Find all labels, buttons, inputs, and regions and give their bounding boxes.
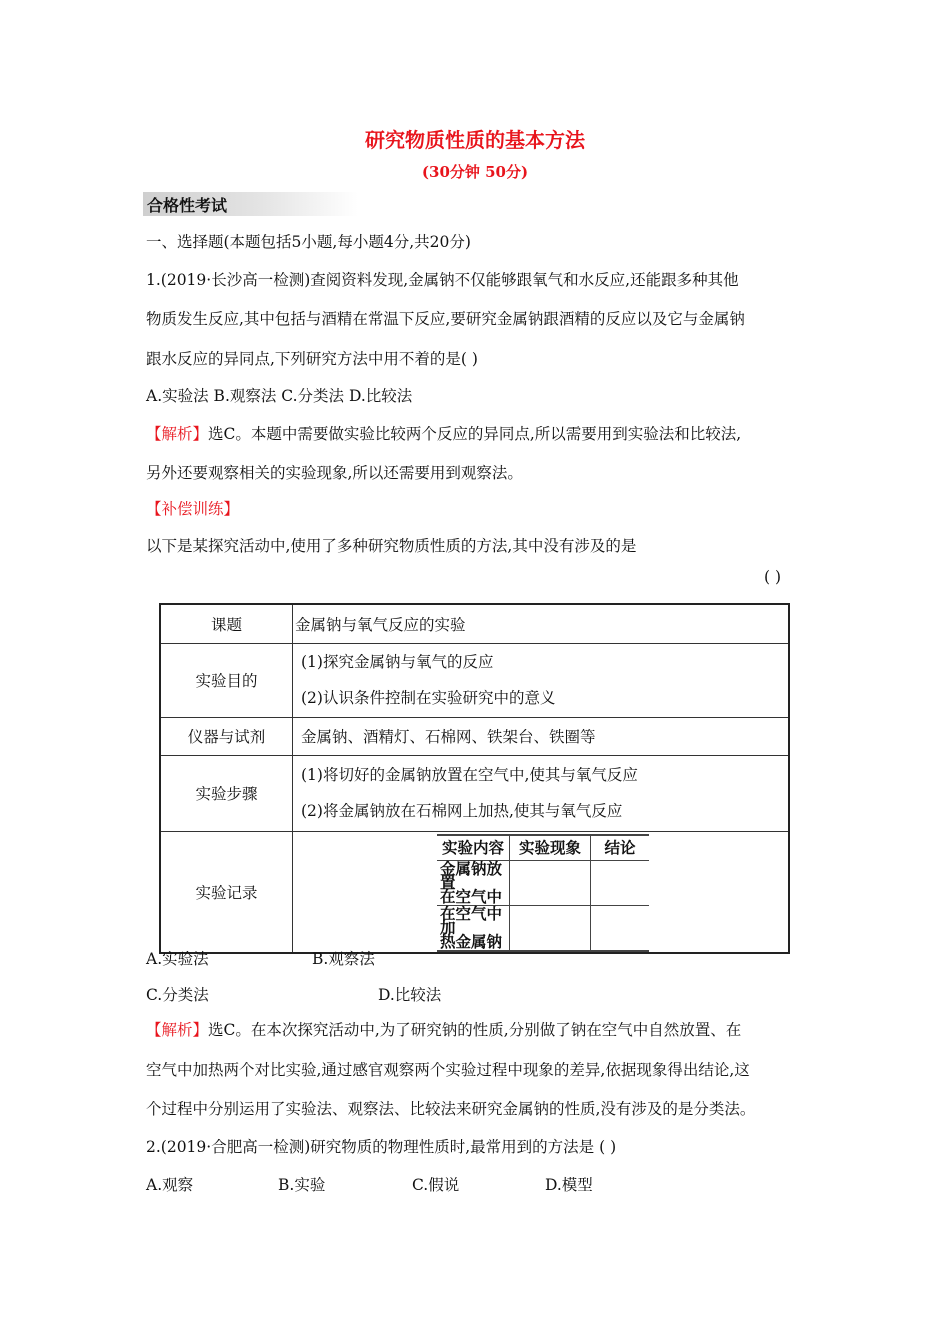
steps-cell	[293, 755, 790, 831]
analysis-text: 选C。在本次探究活动中,为了研究钠的性质,分别做了钠在空气中自然放置、在	[208, 1021, 742, 1039]
sup-option-b: B.观察法	[312, 950, 375, 968]
q1-line-3: 跟水反应的异同点,下列研究方法中用不着的是( )	[146, 350, 478, 368]
q1-analysis-line-2: 另外还要观察相关的实验现象,所以还需要用到观察法。	[146, 464, 523, 482]
table-row	[160, 717, 789, 755]
record-label: 实验记录	[160, 831, 293, 953]
q2-question: 2.(2019·合肥高一检测)研究物质的物理性质时,最常用到的方法是 ( )	[146, 1138, 617, 1156]
sup-option-c: C.分类法	[146, 986, 209, 1004]
record-header-row	[437, 835, 649, 861]
record-row	[437, 860, 649, 905]
purpose-cell	[293, 643, 790, 717]
sup-analysis-line-2: 空气中加热两个对比实验,通过感官观察两个实验过程中现象的差异,依据现象得出结论,这	[146, 1061, 750, 1079]
page-title: 研究物质性质的基本方法	[365, 128, 585, 152]
topic-value: 金属钠与氧气反应的实验	[293, 604, 790, 643]
supplement-tag: 【补偿训练】	[146, 500, 240, 518]
record-cell-content: 金属钠放置 在空气中	[437, 860, 510, 905]
record-cell-phenomenon	[510, 905, 591, 951]
q1-analysis-line-1	[146, 422, 741, 444]
table-row	[160, 643, 789, 717]
equipment-label: 仪器与试剂	[160, 717, 293, 755]
q2-option-d: D.模型	[545, 1176, 593, 1194]
sup-answer-paren: ( )	[764, 568, 782, 586]
sup-analysis-line-3: 个过程中分别运用了实验法、观察法、比较法来研究金属钠的性质,没有涉及的是分类法。	[146, 1100, 756, 1118]
experiment-table	[159, 603, 790, 954]
q1-options: A.实验法 B.观察法 C.分类法 D.比较法	[146, 387, 413, 405]
steps-line-1: (1)将切好的金属钠放置在空气中,使其与氧气反应	[301, 766, 638, 784]
record-header: 实验现象	[510, 835, 591, 861]
purpose-line-1: (1)探究金属钠与氧气的反应	[301, 653, 494, 671]
sup-option-d: D.比较法	[378, 986, 442, 1004]
record-header: 结论	[591, 835, 650, 861]
record-cell-conclusion	[591, 905, 650, 951]
record-cell-content: 在空气中加 热金属钠	[437, 905, 510, 951]
record-cell	[293, 831, 790, 953]
sup-question: 以下是某探究活动中,使用了多种研究物质性质的方法,其中没有涉及的是	[146, 537, 637, 555]
record-row	[437, 905, 649, 951]
purpose-label: 实验目的	[160, 643, 293, 717]
analysis-tag: 【解析】	[146, 425, 209, 443]
record-table	[437, 834, 649, 952]
table-row	[160, 604, 789, 643]
sup-analysis-line-1	[146, 1018, 741, 1040]
section-banner-label: 合格性考试	[147, 196, 228, 215]
topic-label: 课题	[160, 604, 293, 643]
record-cell-conclusion	[591, 860, 650, 905]
q1-line-1: 1.(2019·长沙高一检测)查阅资料发现,金属钠不仅能够跟氧气和水反应,还能跟多种其他	[146, 271, 739, 289]
section-banner	[143, 192, 358, 216]
analysis-tag: 【解析】	[146, 1021, 209, 1039]
table-row	[160, 831, 789, 953]
steps-line-2: (2)将金属钠放在石棉网上加热,使其与氧气反应	[301, 802, 623, 820]
table-row	[160, 755, 789, 831]
q2-option-c: C.假说	[412, 1176, 460, 1194]
equipment-value: 金属钠、酒精灯、石棉网、铁架台、铁圈等	[293, 717, 790, 755]
record-cell-phenomenon	[510, 860, 591, 905]
q1-line-2: 物质发生反应,其中包括与酒精在常温下反应,要研究金属钠跟酒精的反应以及它与金属钠	[146, 310, 745, 328]
part-heading: 一、选择题(本题包括5小题,每小题4分,共20分)	[146, 233, 471, 251]
steps-label: 实验步骤	[160, 755, 293, 831]
time-score-subtitle: (30分钟 50分)	[421, 163, 529, 181]
q2-option-b: B.实验	[278, 1176, 326, 1194]
purpose-line-2: (2)认识条件控制在实验研究中的意义	[301, 689, 556, 707]
analysis-text: 选C。本题中需要做实验比较两个反应的异同点,所以需要用到实验法和比较法,	[208, 425, 742, 443]
q2-option-a: A.观察	[146, 1176, 194, 1194]
sup-option-a: A.实验法	[146, 950, 209, 968]
record-header: 实验内容	[437, 835, 510, 861]
